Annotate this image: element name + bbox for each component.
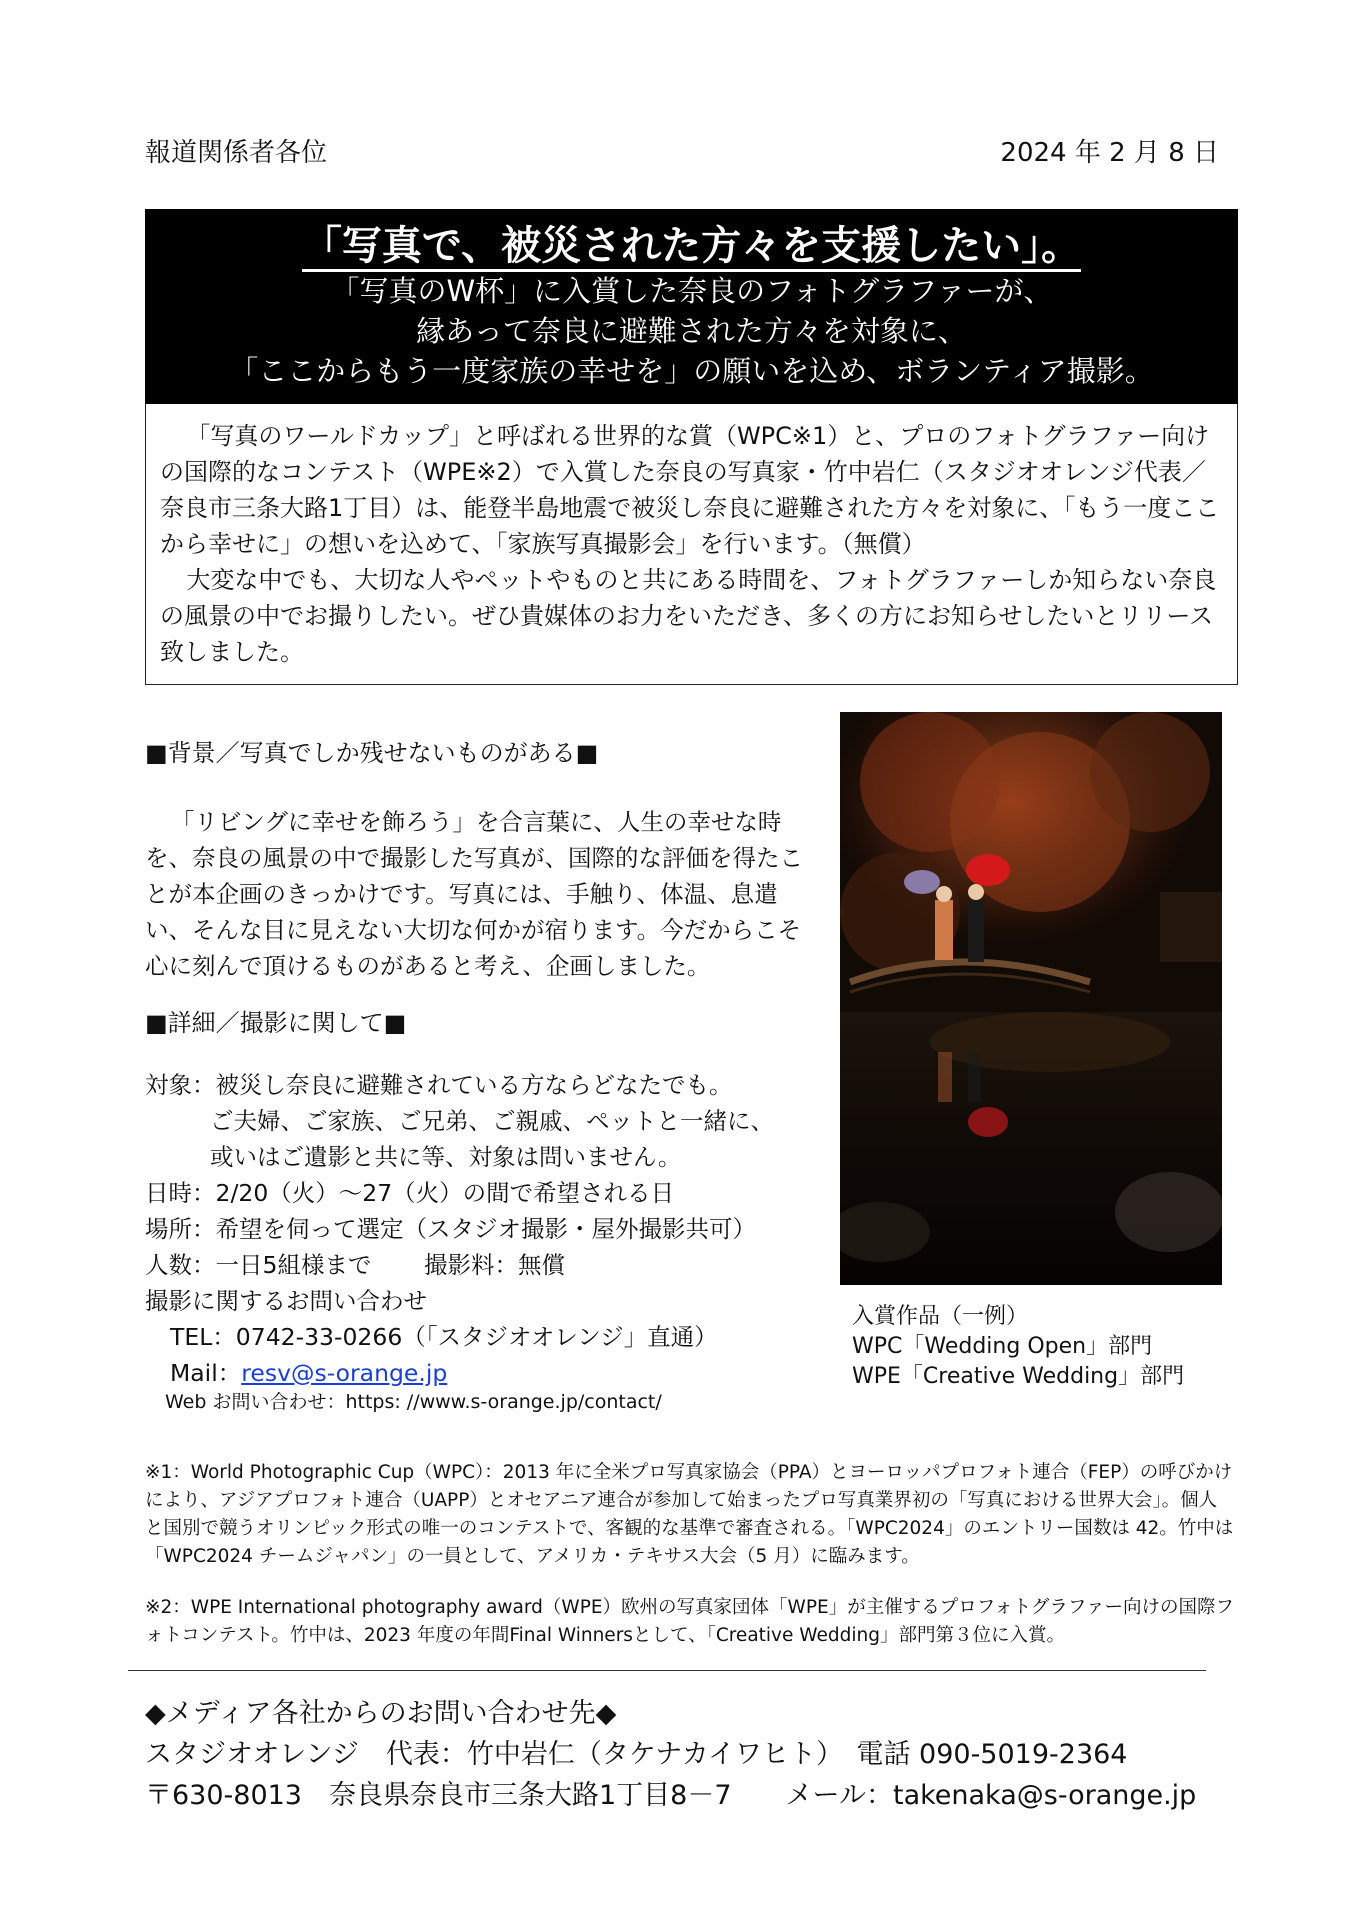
caption-line-1: 入賞作品（一例） bbox=[852, 1304, 1029, 1329]
banner-line-2: 縁あって奈良に避難された方々を対象に、 bbox=[416, 314, 967, 348]
award-photo bbox=[840, 712, 1222, 1285]
caption-line-3: WPE「Creative Wedding」部門 bbox=[852, 1364, 1185, 1389]
banner-title: 「写真で、被災された方々を支援したい」。 bbox=[302, 223, 1081, 272]
contact-line-1: スタジオオレンジ 代表：竹中岩仁（タケナカイワヒト） 電話 090-5019-2364 bbox=[145, 1739, 1128, 1770]
details-fee: 撮影料：無償 bbox=[424, 1251, 565, 1279]
photo-caption bbox=[852, 1302, 1184, 1392]
details-place: 場所：希望を伺って選定（スタジオ撮影・屋外撮影共可） bbox=[145, 1215, 756, 1243]
mail-label: Mail： bbox=[170, 1359, 242, 1387]
details-target-1: 対象：被災し奈良に避難されている方ならどなたでも。 bbox=[145, 1071, 733, 1099]
details-tel: TEL：0742-33-0266（「スタジオオレンジ」直通） bbox=[170, 1323, 718, 1351]
details-target-2: ご夫婦、ご家族、ご兄弟、ご親戚、ペットと一緒に、 bbox=[210, 1107, 774, 1135]
intro-paragraph-2: 大変な中でも、大切な人やペットやものと共にある時間を、フォトグラファーしか知らない奈良の風景の中でお撮りしたい。ぜひ貴媒体のお力をいただき、多くの方にお知らせしたいとリリース致しました。 bbox=[160, 566, 1217, 666]
details-heading: ■詳細／撮影に関して■ bbox=[145, 1009, 407, 1037]
title-banner bbox=[145, 209, 1238, 404]
details-target-3: 或いはご遺影と共に等、対象は問いません。 bbox=[210, 1143, 682, 1171]
background-text: 「リビングに幸せを飾ろう」を合言葉に、人生の幸せな時を、奈良の風景の中で撮影した写真が、国際的な評価を得たことが本企画のきっかけです。写真には、手触り、体温、息遣い、そんな目に見えない大切な何かが宿ります。今だからこそ心に刻んで頂けるものがあると考え、企画しました。 bbox=[145, 808, 803, 980]
date: 2024 年 2 月 8 日 bbox=[1000, 138, 1219, 168]
footnote-2: ※2：WPE International photography award（WPE）欧州の写真家団体「WPE」が主催するプロフォトグラファー向けの国際フォトコンテスト。竹中は、2023 年度の年間Final Winnersとして、「Creative Wedding」部門第３位に入賞。 bbox=[145, 1597, 1235, 1646]
banner-line-3: 「ここからもう一度家族の幸せを」の願いを込め、ボランティア撮影。 bbox=[229, 354, 1154, 388]
contact-heading: ◆メディア各社からのお問い合わせ先◆ bbox=[145, 1698, 617, 1729]
details-mail-row bbox=[170, 1355, 447, 1391]
contact-line-2: 〒630-8013 奈良県奈良市三条大路1丁目8－7 メール：takenaka@s-orange.jp bbox=[145, 1780, 1197, 1811]
banner-line-1: 「写真のW杯」に入賞した奈良のフォトグラファーが、 bbox=[330, 274, 1053, 308]
details-web: Web お問い合わせ：https: //www.s-orange.jp/contact/ bbox=[165, 1391, 662, 1413]
intro-box bbox=[145, 404, 1238, 685]
details-count: 人数：一日5組様まで bbox=[145, 1251, 372, 1279]
divider bbox=[128, 1670, 1206, 1671]
intro-paragraph-1: 「写真のワールドカップ」と呼ばれる世界的な賞（WPC※1）と、プロのフォトグラファー向けの国際的なコンテスト（WPE※2）で入賞した奈良の写真家・竹中岩仁（スタジオオレンジ代表／奈良市三条大路1丁目）は、能登半島地震で被災し奈良に避難された方々を対象に、「もう一度ここから幸せに」の想いを込めて、「家族写真撮影会」を行います。（無償） bbox=[160, 422, 1220, 558]
details-datetime: 日時：2/20（火）～27（火）の間で希望される日 bbox=[145, 1179, 675, 1207]
footnote-1: ※1：World Photographic Cup（WPC）：2013 年に全米プロ写真家協会（PPA）とヨーロッパプロフォト連合（FEP）の呼びかけにより、アジアプロフォト連合（UAPP）とオセアニア連合が参加して始まったプロ写真業界初の「写真における世界大会」。個人と国別で競うオリンピック形式の唯一のコンテストで、客観的な基準で審査される。「WPC2024」のエントリー国数は 42。竹中は「WPC2024 チームジャパン」の一員として、アメリカ・テキサス大会（5 月）に臨みます。 bbox=[145, 1462, 1234, 1567]
mail-link[interactable]: resv@s-orange.jp bbox=[241, 1359, 448, 1387]
caption-line-2: WPC「Wedding Open」部門 bbox=[852, 1334, 1153, 1359]
background-heading: ■背景／写真でしか残せないものがある■ bbox=[145, 739, 599, 767]
details-inquiry: 撮影に関するお問い合わせ bbox=[145, 1287, 427, 1315]
award-photo-image bbox=[840, 712, 1222, 1285]
recipient: 報道関係者各位 bbox=[145, 138, 328, 168]
